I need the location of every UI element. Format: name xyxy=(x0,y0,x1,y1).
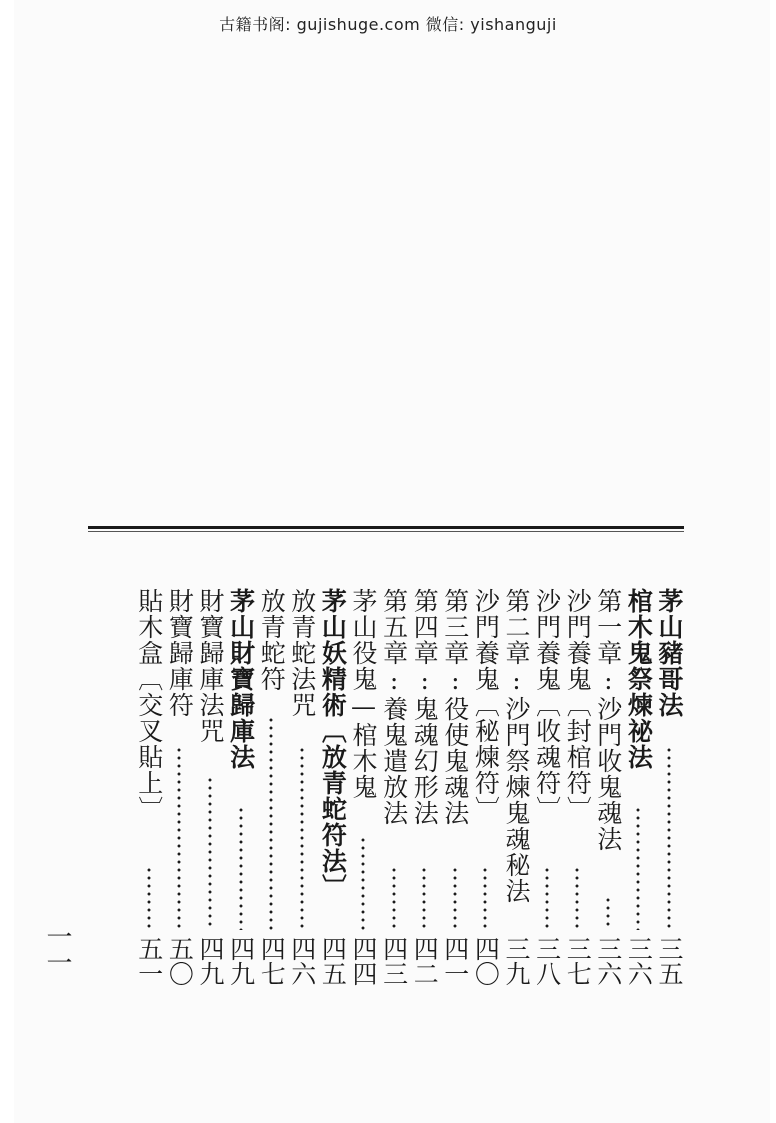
toc-entry-page: 四四 xyxy=(349,936,378,986)
toc-entry-page: 四〇 xyxy=(471,936,501,986)
toc-entry-page: 四九 xyxy=(226,936,256,986)
toc-entry[interactable] xyxy=(348,588,378,988)
leader-dots xyxy=(239,806,243,930)
toc-entry-title: 財寶歸庫法咒 xyxy=(196,588,225,744)
toc-entry-page: 三五 xyxy=(655,936,684,986)
watermark-text: 古籍书阁: gujishuge.com 微信: yishanguji xyxy=(219,15,557,34)
toc-entry-title: 放青蛇符 xyxy=(257,588,287,692)
toc-entry-title: 茅山妖精術〔放青蛇符法〕 xyxy=(318,588,348,900)
toc-entry[interactable] xyxy=(409,588,439,988)
toc-entry-page: 五一 xyxy=(134,936,164,986)
toc-entry-title: 沙門養鬼〔封棺符〕 xyxy=(563,588,593,822)
toc-entry-title: 茅山役鬼—棺木鬼 xyxy=(349,588,378,800)
toc-entry-page: 四七 xyxy=(257,936,287,986)
toc-entry-page: 四一 xyxy=(440,936,470,986)
leader-dots xyxy=(300,746,304,930)
toc-entry-page: 五〇 xyxy=(165,936,195,986)
toc-entry-title: 棺木鬼祭煉祕法 xyxy=(624,588,654,770)
toc-entry-title: 茅山豬哥法 xyxy=(655,588,684,718)
toc-entry[interactable] xyxy=(562,588,592,988)
leader-dots xyxy=(208,776,212,930)
toc-entry-page: 三六 xyxy=(624,936,654,986)
leader-dots xyxy=(545,866,549,930)
leader-dots xyxy=(606,896,610,930)
toc-entry-page: 四六 xyxy=(287,936,317,986)
leader-dots xyxy=(269,716,273,930)
leader-dots xyxy=(361,836,365,930)
toc-entry-title: 第三章:役使鬼魂法 xyxy=(440,588,470,826)
toc-entry[interactable] xyxy=(470,588,500,988)
toc-entry-page: 四九 xyxy=(196,936,225,986)
toc-entry-page: 三七 xyxy=(563,936,593,986)
toc-entry-page: 四二 xyxy=(410,936,440,986)
toc-entry-title: 財寶歸庫符 xyxy=(165,588,195,718)
leader-dots xyxy=(392,866,396,930)
toc-entry-title: 第四章:鬼魂幻形法 xyxy=(410,588,440,826)
leader-dots xyxy=(636,806,640,930)
leader-dots xyxy=(453,866,457,930)
toc-entry[interactable] xyxy=(287,588,317,988)
toc-entry-title: 沙門養鬼〔收魂符〕 xyxy=(532,588,562,822)
toc-entry[interactable] xyxy=(317,588,347,988)
leader-dots xyxy=(422,866,426,930)
leader-dots xyxy=(575,866,579,930)
leader-dots xyxy=(667,746,671,930)
toc-entry-page: 三六 xyxy=(593,936,623,986)
leader-dots xyxy=(483,866,487,930)
toc-entry[interactable] xyxy=(501,588,531,988)
toc-entry[interactable] xyxy=(226,588,256,988)
leader-dots xyxy=(147,866,151,930)
toc-entry-page: 四五 xyxy=(318,936,348,986)
toc-entry-title: 貼木盒〔交叉貼上〕 xyxy=(134,588,164,822)
toc-entry-page: 三八 xyxy=(532,936,562,986)
toc-entry-title: 第二章:沙門祭煉鬼魂秘法 xyxy=(502,588,531,904)
toc-entry-page: 四三 xyxy=(379,936,409,986)
leader-dots xyxy=(177,746,181,930)
toc-entry-title: 放青蛇法咒 xyxy=(287,588,317,718)
toc-entry-title: 茅山財寶歸庫法 xyxy=(226,588,256,770)
toc-entry-title: 第一章:沙門收鬼魂法 xyxy=(593,588,623,852)
toc-entry[interactable] xyxy=(440,588,470,988)
toc-entry[interactable] xyxy=(379,588,409,988)
toc-entry-page: 三九 xyxy=(502,936,531,986)
toc-entry[interactable] xyxy=(195,588,225,988)
folio-page-number: 一一 xyxy=(42,923,72,975)
toc-entry[interactable] xyxy=(654,588,684,988)
toc-entry[interactable] xyxy=(164,588,194,988)
toc-entry[interactable] xyxy=(256,588,286,988)
toc-entry-title: 沙門養鬼〔秘煉符〕 xyxy=(471,588,501,822)
toc-entry-title: 第五章:養鬼遣放法 xyxy=(379,588,409,826)
toc-entry[interactable] xyxy=(134,588,164,988)
toc-entry[interactable] xyxy=(623,588,653,988)
toc-entry[interactable] xyxy=(593,588,623,988)
toc-entry[interactable] xyxy=(532,588,562,988)
